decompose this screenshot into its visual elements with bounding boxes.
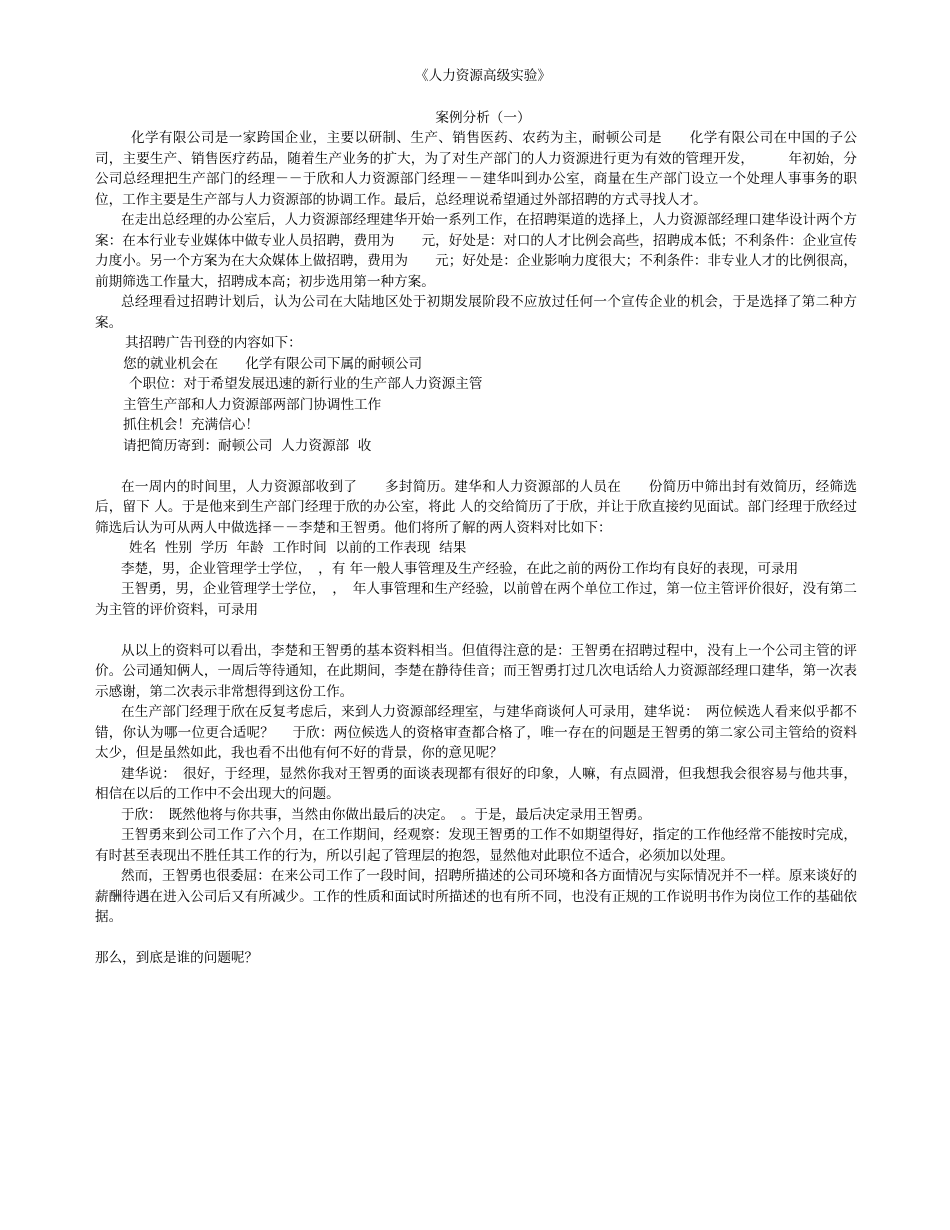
case-subtitle: 案例分析（一） [435, 109, 531, 126]
paragraph-performance: 王智勇来到公司工作了六个月，在工作期间，经观察：发现王智勇的工作不如期望得好，指定的工作他经常不能按时完成，有时甚至表现出不胜任其工作的行为，所以引起了管理层的抱怨，显然他对此职位不适合，必须加以处理。 [95, 827, 857, 864]
document-title: 《人力资源高级实验》 [415, 68, 551, 84]
blank-line [95, 928, 857, 949]
paragraph-discussion: 在生产部门经理于欣在反复考虑后，来到人力资源部经理室，与建华商谈何人可录用，建华说： 两位候选人看来似乎都不错，你认为哪一位更合适呢？ 于欣：两位候选人的资格审查都合格了，唯一存在的问题是王智勇的第二家公司主管给的资料太少，但是虽然如此，我也看不出他有何不好的背景，你的意见呢？ [95, 704, 857, 761]
document-page [95, 66, 857, 969]
closing-question: 那么，到底是谁的问题呢？ [95, 950, 259, 966]
ad-intro: 其招聘广告刊登的内容如下： [125, 335, 302, 351]
ad-line: 您的就业机会在 化学有限公司下属的耐顿公司 [123, 355, 423, 372]
ad-line: 个职位：对于希望发展迅速的新行业的生产部人力资源主管 [129, 376, 483, 392]
paragraph-company-background: 化学有限公司是一家跨国企业，主要以研制、生产、销售医药、农药为主，耐顿公司是 化学有限公司在中国的子公司，主要生产、销售医疗药品，随着生产业务的扩大，为了对生产部门的人力资源进行更为有效的管理开发， 年初始，分公司总经理把生产部门的经理－－于欣和人力资源部门经理－－建华叫到办公室，商量在生产部门设立一个处理人事事务的职位，工作主要是生产部与人力资源部的协调工作。最后，总经理说希望通过外部招聘的方式寻找人才。 [95, 130, 857, 208]
paragraph-jianhua-reply: 建华说： 很好，于经理，显然你我对王智勇的面谈表现都有很好的印象，人嘛，有点圆滑，但我想我会很容易与他共事，相信在以后的工作中不会出现大的问题。 [95, 765, 857, 802]
candidate-wang-zhiyong: 王智勇，男，企业管理学士学位， ， 年人事管理和生产经验，以前曾在两个单位工作过，第一位主管评价很好，没有第二为主管的评价资料，可录用 [95, 581, 857, 618]
paragraph-recruitment-plan: 在走出总经理的办公室后，人力资源部经理建华开始一系列工作，在招聘渠道的选择上，人力资源部经理口建华设计两个方案：在本行业专业媒体中做专业人员招聘，费用为 元，好处是：对口的人才比例会高些，招聘成本低；不利条件：企业宣传力度小。另一个方案为在大众媒体上做招聘，费用为 元；好处是：企业影响力度很大；不利条件：非专业人才的比例很高，前期筛选工作量大，招聘成本高；初步选用第一种方案。 [95, 212, 857, 290]
ad-line: 请把简历寄到：耐顿公司 人力资源部 收 [123, 437, 372, 454]
paragraph-grievance: 然而，王智勇也很委屈：在来公司工作了一段时间，招聘所描述的公司环境和各方面情况与实际情况并不一样。原来谈好的薪酬待遇在进入公司后又有所减少。工作的性质和面试时所描述的也有所不同，也没有正规的工作说明书作为岗位工作的基础依据。 [95, 868, 857, 925]
candidate-li-chu: 李楚，男，企业管理学士学位， ，有 年一般人事管理及生产经验，在此之前的两份工作均有良好的表现，可录用 [121, 560, 799, 577]
paragraph-analysis: 从以上的资料可以看出，李楚和王智勇的基本资料相当。但值得注意的是：王智勇在招聘过程中，没有上一个公司主管的评价。公司通知俩人，一周后等待通知，在此期间，李楚在静待佳音；而王智勇打过几次电话给人力资源部经理口建华，第一次表示感谢，第二次表示非常想得到这份工作。 [95, 642, 857, 700]
blank-line [95, 620, 857, 641]
paragraph-decision: 于欣： 既然他将与你共事，当然由你做出最后的决定。 。于是，最后决定录用王智勇。 [121, 806, 652, 823]
comparison-table-header: 姓名 性别 学历 年龄 工作时间 以前的工作表现 结果 [129, 540, 467, 556]
ad-line: 主管生产部和人力资源部两部门协调性工作 [123, 396, 382, 413]
paragraph-screening: 在一周内的时间里，人力资源部收到了 多封简历。建华和人力资源部的人员在 份简历中筛出封有效简历，经筛选后，留下 人。于是他来到生产部门经理于欣的办公室，将此 人的交给简历了于欣，并让于欣直接约见面试。部门经理于欣经过筛选后认为可从两人中做选择－－李楚和王智勇。他们将所了解的两人资料对比如下： [95, 478, 857, 536]
blank-line [95, 456, 857, 477]
ad-line: 抓住机会！充满信心！ [123, 417, 259, 433]
paragraph-plan-decision: 总经理看过招聘计划后，认为公司在大陆地区处于初期发展阶段不应放过任何一个宣传企业的机会，于是选择了第二种方案。 [95, 294, 857, 331]
